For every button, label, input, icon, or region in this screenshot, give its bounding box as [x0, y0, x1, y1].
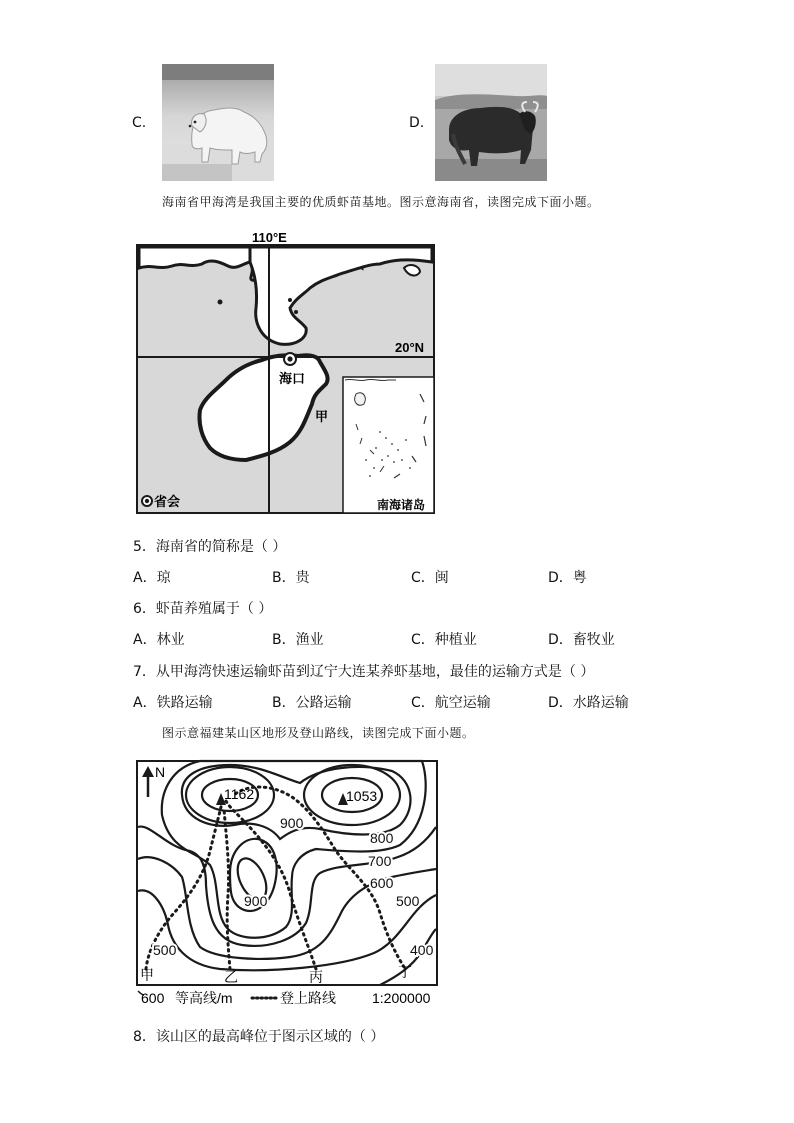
contour-900b-label: 900	[244, 893, 268, 909]
inset-label: 南海诸岛	[377, 498, 426, 512]
q5-option-d[interactable]: D．粤	[548, 570, 587, 586]
option-c-label: C.	[132, 115, 147, 131]
north-label: N	[155, 764, 166, 780]
hainan-map	[130, 228, 440, 518]
polar-bear-photo	[162, 64, 274, 181]
bay-label: 甲	[315, 409, 329, 424]
q7-option-d[interactable]: D．水路运输	[548, 695, 629, 711]
contour-900-label: 900	[280, 815, 304, 831]
legend-label: 省会	[154, 494, 181, 509]
contour-500b-label: 500	[153, 942, 177, 958]
contour-800-label: 800	[370, 830, 394, 846]
legend-contour-value: 600	[141, 990, 165, 1006]
lon-label: 110°E	[252, 230, 287, 245]
q7-option-b[interactable]: B．公路运输	[272, 695, 352, 711]
scale-label: 1:200000	[372, 990, 431, 1006]
route-yi-label: 乙	[224, 969, 238, 985]
question-8: 8．该山区的最高峰位于图示区域的（ ）	[133, 1029, 385, 1045]
q6-option-d[interactable]: D．畜牧业	[548, 632, 615, 648]
q7-option-c[interactable]: C．航空运输	[411, 695, 491, 711]
contour-500-label: 500	[396, 893, 420, 909]
contour-map	[130, 755, 450, 1011]
lat-label: 20°N	[395, 340, 425, 355]
route-bing-label: 丙	[309, 969, 323, 985]
intro-fujian: 图示意福建某山区地形及登山路线，读图完成下面小题。	[162, 726, 475, 740]
option-d-label: D.	[409, 115, 425, 131]
q6-option-c[interactable]: C．种植业	[411, 632, 477, 648]
city-label: 海口	[279, 371, 306, 386]
q5-option-a[interactable]: A．琼	[133, 570, 171, 586]
peak2-label: 1053	[346, 788, 378, 804]
legend-route: 登上路线	[280, 990, 336, 1006]
q5-option-b[interactable]: B．贵	[272, 570, 310, 586]
q6-option-a[interactable]: A．林业	[133, 632, 185, 648]
intro-hainan: 海南省甲海湾是我国主要的优质虾苗基地。图示意海南省，读图完成下面小题。	[162, 195, 600, 209]
route-jia-label: 甲	[140, 967, 154, 983]
contour-600-label: 600	[370, 875, 394, 891]
question-7: 7．从甲海湾快速运输虾苗到辽宁大连某养虾基地，最佳的运输方式是（ ）	[133, 664, 595, 680]
q7-option-a[interactable]: A．铁路运输	[133, 695, 213, 711]
contour-400-label: 400	[410, 942, 434, 958]
yak-photo	[435, 64, 547, 181]
q6-option-b[interactable]: B．渔业	[272, 632, 324, 648]
question-5: 5．海南省的简称是（ ）	[133, 539, 287, 555]
peak1-label: 1162	[224, 786, 255, 802]
legend-contour: 等高线/m	[175, 990, 233, 1006]
contour-700-label: 700	[368, 853, 392, 869]
question-6: 6．虾苗养殖属于（ ）	[133, 601, 273, 617]
q5-option-c[interactable]: C．闽	[411, 570, 449, 586]
route-ding-label: 丁	[398, 964, 412, 980]
